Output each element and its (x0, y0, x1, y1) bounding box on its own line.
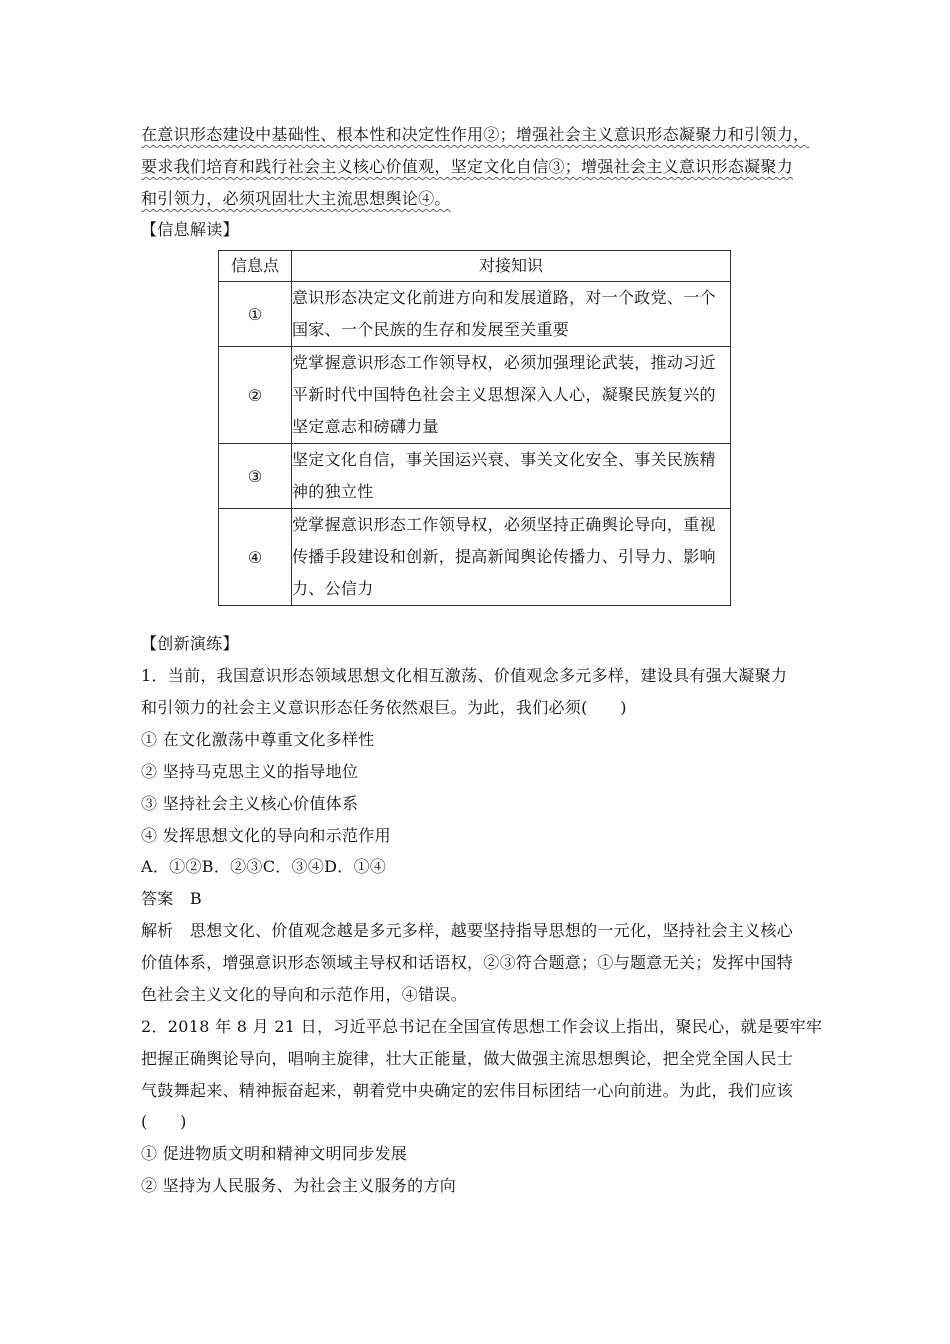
intro-line-1: 在意识形态建设中基础性、根本性和决定性作用②；增强社会主义意识形态凝聚力和引领力， (141, 125, 810, 144)
table-header-row (219, 251, 731, 282)
table-row (219, 347, 731, 444)
row-point: ③ (219, 444, 292, 509)
row-text: 坚定文化自信，事关国运兴衰、事关文化安全、事关民族精神的独立性 (292, 444, 731, 509)
header-point: 信息点 (219, 251, 292, 282)
row-text: 意识形态决定文化前进方向和发展道路，对一个政党、一个国家、一个民族的生存和发展至关重要 (292, 282, 731, 347)
q2-option-1: ① 促进物质文明和精神文明同步发展 (141, 1144, 408, 1163)
row-point: ① (219, 282, 292, 347)
q1-option-4: ④ 发挥思想文化的导向和示范作用 (141, 826, 391, 845)
header-knowledge: 对接知识 (292, 251, 731, 282)
q1-answer: 答案 B (141, 889, 202, 908)
table-row (219, 509, 731, 606)
q1-analysis-line-3: 色社会主义文化的导向和示范作用，④错误。 (141, 985, 468, 1004)
q1-choices: A．①②B．②③C．③④D．①④ (141, 857, 387, 876)
q1-stem-line-2: 和引领力的社会主义意识形态任务依然艰巨。为此，我们必须( ) (141, 698, 627, 717)
q1-stem-line-1: 1．当前，我国意识形态领域思想文化相互激荡、价值观念多元多样，建设具有强大凝聚力 (141, 666, 788, 685)
row-point: ② (219, 347, 292, 444)
row-text: 党掌握意识形态工作领导权，必须加强理论武装，推动习近平新时代中国特色社会主义思想深入人心，凝聚民族复兴的坚定意志和磅礴力量 (292, 347, 731, 444)
q2-option-2: ② 坚持为人民服务、为社会主义服务的方向 (141, 1176, 457, 1195)
table-row (219, 282, 731, 347)
q1-option-2: ② 坚持马克思主义的指导地位 (141, 762, 359, 781)
table-row (219, 444, 731, 509)
info-table (218, 250, 731, 606)
row-text: 党掌握意识形态工作领导权，必须坚持正确舆论导向，重视传播手段建设和创新，提高新闻舆论传播力、引导力、影响力、公信力 (292, 509, 731, 606)
intro-line-2: 要求我们培育和践行社会主义核心价值观，坚定文化自信③；增强社会主义意识形态凝聚力 (141, 157, 794, 176)
info-heading: 【信息解读】 (141, 220, 239, 239)
q2-stem-line-3: 气鼓舞起来、精神振奋起来，朝着党中央确定的宏伟目标团结一心向前进。为此，我们应该 (141, 1081, 794, 1100)
q1-option-3: ③ 坚持社会主义核心价值体系 (141, 794, 359, 813)
q1-analysis-line-1: 解析 思想文化、价值观念越是多元多样，越要坚持指导思想的一元化，坚持社会主义核心 (141, 921, 794, 940)
q1-option-1: ① 在文化激荡中尊重文化多样性 (141, 730, 375, 749)
row-point: ④ (219, 509, 292, 606)
q2-stem-line-2: 把握正确舆论导向，唱响主旋律，壮大正能量，做大做强主流思想舆论，把全党全国人民士 (141, 1049, 794, 1068)
q1-analysis-line-2: 价值体系，增强意识形态领域主导权和话语权，②③符合题意；①与题意无关；发挥中国特 (141, 953, 794, 972)
practice-heading: 【创新演练】 (141, 634, 239, 653)
q2-stem-line-4: ( ) (141, 1112, 187, 1131)
q2-stem-line-1: 2．2018 年 8 月 21 日，习近平总书记在全国宣传思想工作会议上指出，聚民心，就是要牢牢 (141, 1017, 823, 1036)
intro-line-3: 和引领力，必须巩固壮大主流思想舆论④。 (141, 189, 451, 208)
